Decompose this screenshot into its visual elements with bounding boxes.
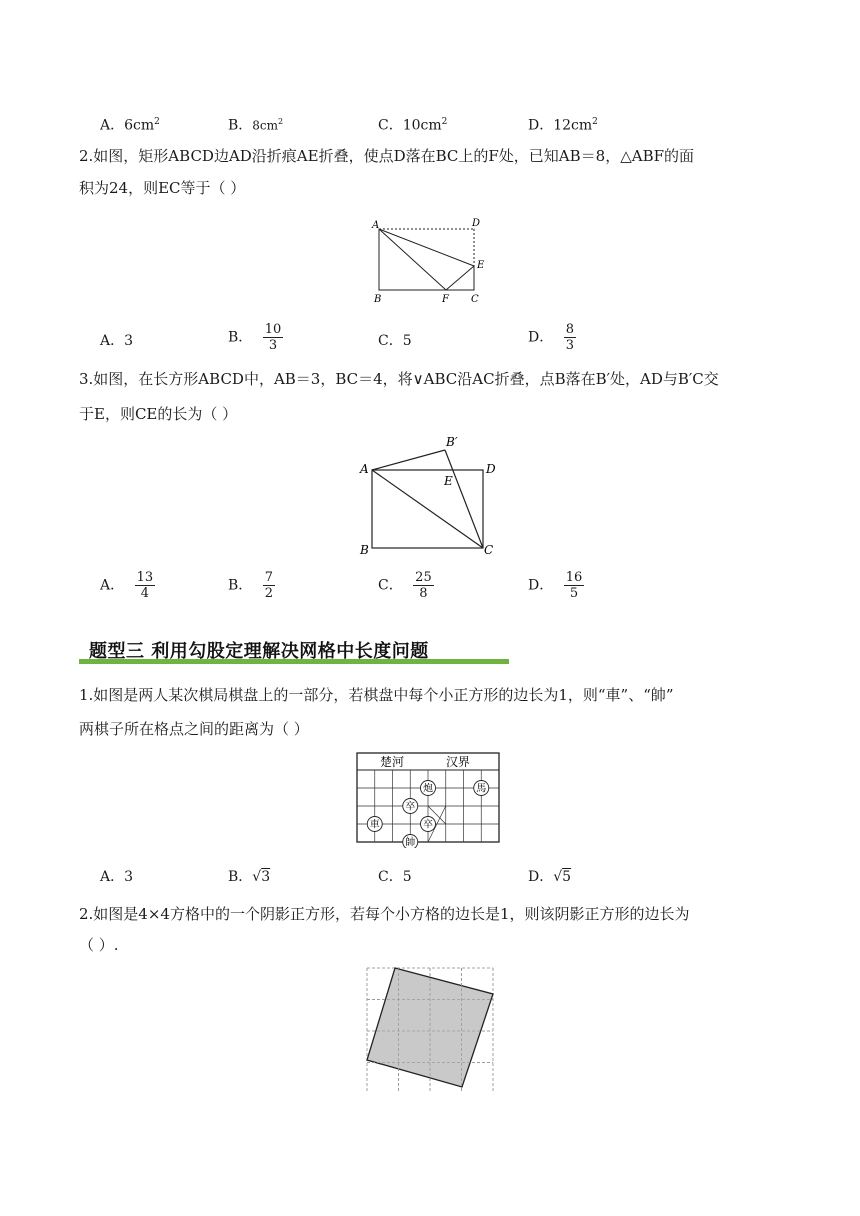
shaded-square-grid-figure xyxy=(364,965,496,1091)
label-e: E xyxy=(444,474,453,488)
label-f: F xyxy=(442,294,449,305)
option-a: A．3 xyxy=(100,869,134,885)
option-d: D． $\frac{16}{5}$ xyxy=(528,570,583,601)
label-a: A xyxy=(372,220,380,231)
fraction: $\frac{13}{4}$ xyxy=(136,570,154,601)
option-c: C．5 xyxy=(378,333,412,349)
option-d: D． $\frac{8}{3}$ xyxy=(528,322,574,353)
sqrt-sign: √ xyxy=(252,869,262,885)
sqrt-sign: √ xyxy=(553,869,563,885)
fraction: $\frac{25}{8}$ xyxy=(415,570,432,601)
option-c: C．5 xyxy=(378,869,412,885)
chess-piece-label: 帥 xyxy=(405,837,416,848)
chess-board-figure xyxy=(356,752,502,848)
s3-question-2-line-1: 2.如图是4×4方格中的一个阴影正方形，若每个小方格的边长是1，则该阴影正方形的边长为 xyxy=(79,905,690,923)
question-2-line-1: 2.如图，矩形ABCD边AD沿折痕AE折叠，使点D落在BC上的F处，已知AB＝8，△ABF的面 xyxy=(79,147,695,165)
label-b: B xyxy=(374,294,382,305)
fraction: $\frac{8}{3}$ xyxy=(565,322,574,353)
label-c: C xyxy=(471,294,479,305)
label-b: B xyxy=(360,543,369,557)
section-title: 题型三 利用勾股定理解决网格中长度问题 xyxy=(89,641,429,662)
option-b: B．$8cm^2$ xyxy=(228,117,284,134)
option-a: A．3 xyxy=(100,333,134,349)
chess-piece-label: 馬 xyxy=(476,783,487,795)
section-heading xyxy=(79,634,509,664)
option-d: D．$12cm^2$ xyxy=(528,117,598,134)
option-b: B．√3 xyxy=(228,869,271,885)
label-d: D xyxy=(472,218,481,229)
rectangle-fold-figure-1 xyxy=(368,212,498,307)
option-d: D．√5 xyxy=(528,869,572,885)
label-e: E xyxy=(477,260,485,271)
question-3-line-1: 3.如图，在长方形ABCD中，AB＝3，BC＝4，将∨ABC沿AC折叠，点B落在B′处，AD与B′C交 xyxy=(79,370,719,388)
label-b-prime: B′ xyxy=(446,435,458,449)
s3-question-1-line-2: 两棋子所在格点之间的距离为（ ） xyxy=(79,720,309,738)
option-a: A．$6cm^2$ xyxy=(100,117,160,134)
label-a: A xyxy=(360,462,369,476)
chess-piece-label: 炮 xyxy=(423,783,433,795)
question-3-line-2: 于E，则CE的长为（ ） xyxy=(79,405,238,423)
s3-question-2-line-2: （ ）. xyxy=(79,936,119,954)
option-c: C． $\frac{25}{8}$ xyxy=(378,570,432,601)
chess-piece-label: 卒 xyxy=(405,801,416,813)
river-left: 楚河 xyxy=(380,755,405,769)
question-2-line-2: 积为24，则EC等于（ ） xyxy=(79,179,246,197)
chess-piece-label: 車 xyxy=(369,819,380,831)
fraction: $\frac{7}{2}$ xyxy=(264,570,274,601)
option-c: C．$10cm^2$ xyxy=(378,117,448,134)
rectangle-fold-figure-2 xyxy=(355,430,505,560)
option-a: A． $\frac{13}{4}$ xyxy=(100,570,154,601)
s3-question-1-line-1: 1.如图是两人某次棋局棋盘上的一部分，若棋盘中每个小正方形的边长为1，则“車”、“帥” xyxy=(79,686,674,704)
river-right: 汉界 xyxy=(446,755,471,769)
fraction: $\frac{10}{3}$ xyxy=(264,322,282,353)
label-c: C xyxy=(484,543,494,557)
option-b: B． $\frac{7}{2}$ xyxy=(228,570,274,601)
chess-piece-label: 卒 xyxy=(423,819,433,831)
label-d: D xyxy=(486,462,496,476)
fraction: $\frac{16}{5}$ xyxy=(565,570,583,601)
option-b: B． $\frac{10}{3}$ xyxy=(228,322,282,353)
